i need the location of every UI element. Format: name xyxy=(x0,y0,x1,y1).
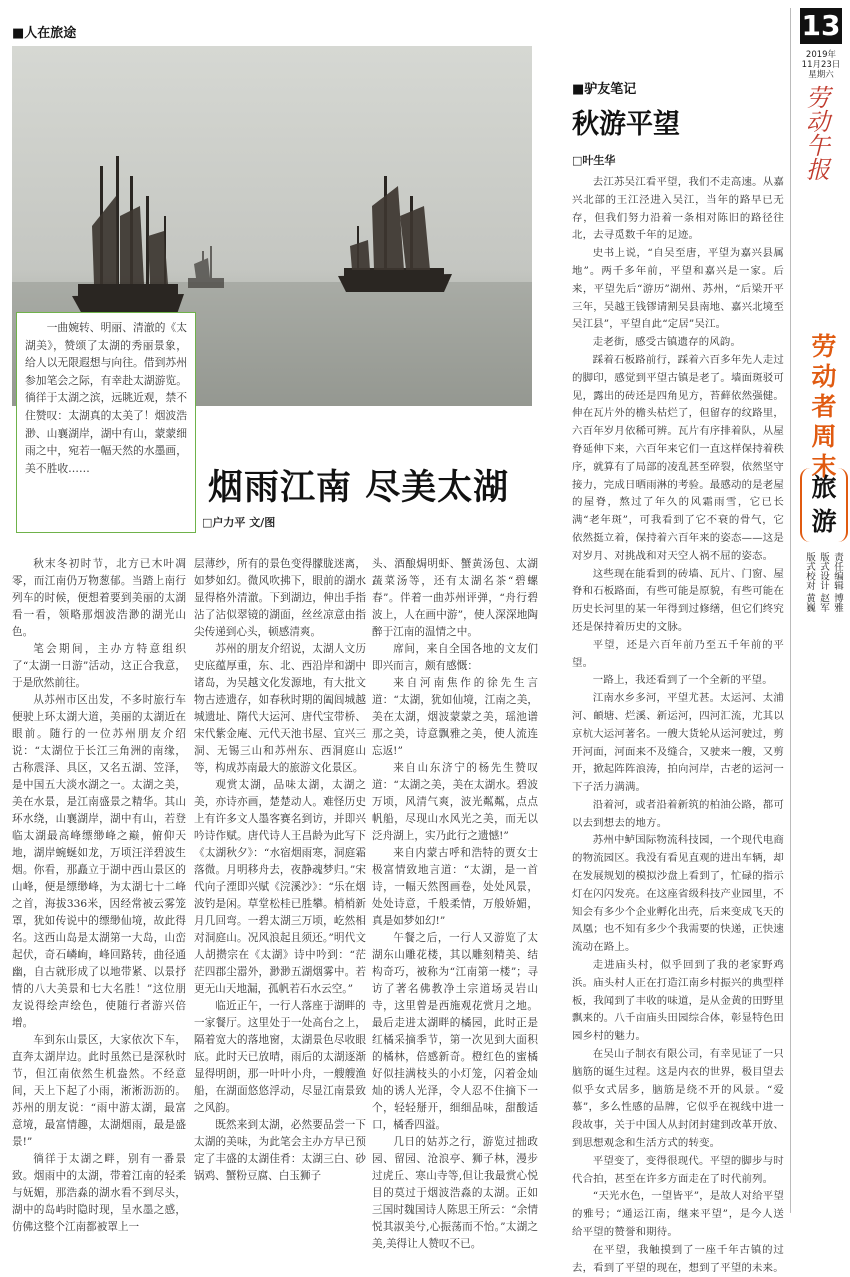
issue-date: 2019年 11月23日 星期六 xyxy=(801,50,841,80)
paragraph: 走老街，感受古镇遗存的风韵。 xyxy=(592,336,742,349)
paragraph: 来自河南焦作的徐先生言道：“太湖，犹如仙境，江南之美，美在太湖，烟波蒙蒙之美，瑶池谱那之美，诗意飘雅之美，使人流连忘返!” xyxy=(372,677,538,757)
page-number: 13 xyxy=(801,9,841,42)
paragraph: 走进庙头村，似乎回到了我的老家野鸡浜。庙头村人正在打造江南乡村振兴的典型样板，我闻到了丰收的味道，是从金黄的田野里飘来的。八千亩庙头田园综合体，彰显特色田园乡村的魅力。 xyxy=(572,959,784,1043)
paragraph: 车到东山景区，大家依次下车，直奔太湖岸边。此时虽然已是深秋时节，但江南依然生机盎然。不经意间，天上下起了小雨，淅淅沥沥的。苏州的朋友说：“雨中游太湖，最富意境，最富情趣，太湖烟雨，最是盛景!” xyxy=(12,1034,186,1148)
paragraph: 苏州中鲈国际物流科技园，一个现代电商的物流园区。我没有看见直观的进出车辆，却在发展规划的模拟沙盘上看到了，忙碌的指示灯在闪闪发亮。在这座省级科技产业园里，不知会有多少个企业孵化出壳，后来变成飞天的凤凰；也不知有多少个我需要的快递，正快速流动在路上。 xyxy=(572,834,784,954)
paragraph: 这些现在能看到的砖墙、瓦片、门窗、屋脊和石板路面，有些可能是原貌，有些可能在历史长河里的某一年得到过修缮，但它们终究还是保持着历史的文脉。 xyxy=(572,567,784,633)
article-title-taihu: 烟雨江南 尽美太湖 xyxy=(208,468,510,508)
paragraph: 来自内蒙古呼和浩特的贾女士极富情致地言道：“太湖，是一首诗，一幅天然图画卷，处处风景，处处诗意，千般柔情，万般娇媚，真是如梦如幻!” xyxy=(372,847,538,927)
paragraph: 在吴山子制衣有限公司，有幸见证了一只脑筋的诞生过程。这是内衣的世界，极目望去似乎女式居多，脑筋是绕不开的风景。“爱慕”，多么性感的品牌，它似乎在视线中进一段故事，关于中国人从封闭封建到改革开放、到思想观念和生活方式的转变。 xyxy=(572,1048,784,1150)
paragraph: 徜徉于太湖之畔，别有一番景致。烟雨中的太湖，带着江南的轻柔与妩媚，那浩淼的湖水看不到尽头，湖中的岛屿时隐时现，呈水墨之感，仿佛这整个江南都被罩上一 xyxy=(12,1153,186,1233)
taihu-column-3 xyxy=(372,556,538,1253)
newspaper-logo: 劳动午报 xyxy=(806,84,830,184)
column-divider xyxy=(790,8,791,1213)
paragraph: 笔会期间，主办方特意组织了“太湖一日游”活动，这正合我意，于是欣然前往。 xyxy=(12,643,186,689)
taihu-column-2 xyxy=(194,556,366,1185)
paragraph: 头、酒酿焗明虾、蟹黄汤包、太湖蔬菜汤等，还有太湖名茶“碧螺春”。伴着一曲苏州评弹，“舟行碧波上，人在画中游”，使人深深地陶醉于江南的温情之中。 xyxy=(372,558,538,638)
paragraph: 来自山东济宁的杨先生赞叹道：“太湖之美，美在太湖水。碧波万顷，风清气爽，波光粼粼，点点帆船，尽现山水风光之美，而无以泛舟湖上，实乃此行之遗憾!” xyxy=(372,762,538,842)
pingwang-column xyxy=(572,174,784,1277)
column-name-travel: 旅游 xyxy=(800,468,848,542)
article-byline-taihu: □户力平 文/图 xyxy=(202,516,276,529)
paragraph: 临近正午，一行人落座于湖畔的一家餐厅。这里处于一处高台之上，隔着宽大的落地窗，太湖景色尽收眼底。此时天已放晴，雨后的太湖逐渐显得明朗，那一叶叶小舟，一艘艘渔船，在湖面悠悠浮动，尽显江南景致之风韵。 xyxy=(194,1000,366,1114)
article-title-pingwang: 秋游平望 xyxy=(572,109,680,140)
paragraph: “天光水色，一望皆平”，是故人对给平望的雅号；“通运江南，继来平望”，是今人送给平望的赞誉和期待。 xyxy=(572,1190,784,1239)
editor-credit: 版式校对 黄巍 xyxy=(804,552,815,613)
photo-caption xyxy=(16,312,196,533)
paragraph: 观赏太湖，品味太湖，太湖之美，亦诗亦画，楚楚动人。难怪历史上有许多文人墨客赛名到访，并即兴吟诗作赋。唐代诗人王昌龄为此写下《太湖秋夕》：“水宿烟雨寒，洞庭霜落微。月明移舟去，夜静魂梦归。”宋代向子湮即兴赋《浣溪沙》：“乐在烟波钓是闲。草堂松桂已胜攀。梢梢新月几回弯。一碧太湖三万顷，屹然相对洞庭山。况风浪起且须还。”明代文人胡攒宗在《太湖》诗中吟到：“茫茫四郡尘嚣外，渺渺五湖烟雾中。若更无山天地漏，孤帆若石水云空。” xyxy=(194,779,366,995)
article-byline-pingwang: □叶生华 xyxy=(572,154,616,167)
paragraph: 层薄纱，所有的景色变得朦胧迷离，如梦如幻。微风吹拂下，眼前的湖水显得格外清澈。下到湖边，伸出手指沾了沾似翠镜的湖面，丝丝凉意由指尖传递到心头，顿感清爽。 xyxy=(194,558,366,638)
paragraph: 午餐之后，一行人又游览了太湖东山雕花楼，其以雕刻精美、结构奇巧，被称为“江南第一楼”；寻访了著名佛教净土宗道场灵岩山寺，这里曾是西施观花赏月之地。最后走进太湖畔的橘园，此时正是红橘采摘季节，第一次见到大面积的橘林，倍感新奇。橙红色的蜜橘好似挂满枝头的小灯笼，闪着金灿灿的诱人光泽，令人忍不住摘下一个，轻轻掰开，细细品味，甜酸适口，橘香四溢。 xyxy=(372,932,538,1131)
paragraph: 秋末冬初时节，北方已木叶凋零，而江南仍万物葱郁。当踏上南行列车的时候，便想着要到美丽的太湖看一看，领略那烟波浩渺的湖光山色。 xyxy=(12,558,186,638)
paragraph: 席间，来自全国各地的文友们即兴而言，颇有感慨： xyxy=(372,643,538,672)
taihu-column-1 xyxy=(12,556,186,1236)
section-tag-travel: ■人在旅途 xyxy=(12,26,77,41)
paragraph: 史书上说，“自吴至唐，平望为嘉兴县属地”。两千多年前，平望和嘉兴是一家。后来，平望先后“游历”湖州、苏州，“后梁开平三年，吴越王钱镠请割吴县南地、嘉兴北境至吴江县”，平望自此“定居”吴江。 xyxy=(572,247,784,331)
paragraph: 平望，还是六百年前乃至五千年前的平望。 xyxy=(572,638,784,669)
section-tag-notes: ■驴友笔记 xyxy=(572,82,637,97)
paragraph: 苏州的朋友介绍说，太湖人文历史底蕴厚重，东、北、西沿岸和湖中诸岛，为吴越文化发源地，有大批文物古迹遗存，如春秋时期的阖闾城越城遗址、隋代大运河、唐代宝带桥、宋代紫金庵、元代天池书屋、宜兴三洞、无锡三山和苏州东、西洞庭山等，构成苏南最大的旅游文化景区。 xyxy=(194,643,366,774)
section-name: 劳动者周末 xyxy=(811,332,837,481)
paragraph: 几日的姑苏之行，游览过拙政园、留园、沧浪亭、狮子林，漫步过虎丘、寒山寺等,但让我最赏心悦目的莫过于烟波浩淼的太湖。正如三国时魏国诗人陈思王所云：“余情悦其淑美兮,心振荡而不怡。”太湖之美,美得让人赞叹不已。 xyxy=(372,1136,538,1250)
paragraph: 一路上，我还看到了一个全新的平望。 xyxy=(592,674,773,687)
paragraph: 沿着河，或者沿着新筑的柏油公路，都可以去到想去的地方。 xyxy=(572,798,784,829)
paragraph: 在平望，我触摸到了一座千年古镇的过去，看到了平望的现在，想到了平望的未来。 xyxy=(572,1243,784,1274)
paragraph: 从苏州市区出发，不多时旅行车便驶上环太湖大道，美丽的太湖近在眼前。随行的一位苏州朋友介绍说：“太湖位于长江三角洲的南缘，古称震泽、具区，又名五湖、笠泽，是中国五大淡水湖之一。太湖之美，美在水景，是江南盛景之精华。其山环水绕，山襄湖岸，湖中有山，若登临太湖最高峰缥缈峰之巅，俯仰天地，湖岸蜿蜒如龙，万顷汪洋碧波生烟。你看，那矗立于湖中西山景区的山峰，便是缥缈峰，为太湖七十二峰之首，海拔336米，因经常被云雾笼罩，犹如传说中的缥缈仙境，故此得名。这西山岛是太湖第一大岛，山峦起伏，奇石嶙峋，峰回路转，曲径通幽，自古就形成了以地带紧、以景抒情的八大美景和七大名胜！”这位朋友说得绘声绘色，使随行者游兴倍增。 xyxy=(12,694,186,1029)
paragraph: 去江苏吴江看平望，我们不走高速。从嘉兴北部的王江泾进入吴江，当年的路早已无存，但我们努力沿着一条相对陈旧的路径往北，去寻觅数千年的足迹。 xyxy=(572,176,784,242)
editors-credits xyxy=(798,552,848,612)
paragraph: 既然来到太湖，必然要品尝一下太湖的美味，为此笔会主办方早已预定了丰盛的太湖佳肴：太湖三白、砂锅鸡、蟹粉豆腐、白玉狮子 xyxy=(194,1119,366,1182)
editor-credit: 版式设计 赵军 xyxy=(818,552,829,613)
paragraph: 踩着石板路前行，踩着六百多年先人走过的脚印，感觉到平望古镇是老了。墙面斑驳可见，露出的砖还是四角见方，苔藓依然强健。伸在瓦片外的檐头枯烂了，但留存的纹路里，六百年岁月依稀可辨。瓦片有序排着队，从屋脊延伸下来，六百年来它们一直这样保持着秩序，就算有了局部的凌乱甚至碎裂，依然坚守接力，完成日晒雨淋的考验。最感动的是老屋的屋脊，熬过了年久的风霜雨雪，它已长满“老年斑”，可我看到了它不衰的骨气，它依然挺立着，保持着六百年来的姿态——这是对岁月、对挑战和对天空人祸不屈的姿态。 xyxy=(572,353,784,562)
paragraph: 平望变了，变得很现代。平望的脚步与时代合拍，甚至在许多方面走在了时代前列。 xyxy=(572,1154,784,1185)
paragraph: 江南水乡多河，平望尤甚。太运河、太浦河、頔塘、烂溪、新运河，四河汇流，尤其以京杭大运河著名。一艘大货轮从运河驶过，剪开河面，河面来不及缝合，又驶来一艘，又剪开，掀起阵阵浪涛，拍向河岸，古老的运河一下子活力满满。 xyxy=(572,692,784,794)
caption-text: 一曲婉转、明丽、清澈的《太湖美》，赞颂了太湖的秀丽景象，给人以无限遐想与向往。借到苏州参加笔会之际，有幸赴太湖游览。徜徉于太湖之滨，远眺近观，禁不住赞叹：太湖真的太美了！烟波浩渺、山襄湖岸，湖中有山，蒙蒙细雨之中，宛若一幅天然的水墨画，美不胜收…… xyxy=(25,321,187,475)
editor-credit: 责任编辑 博雅 xyxy=(832,552,843,613)
